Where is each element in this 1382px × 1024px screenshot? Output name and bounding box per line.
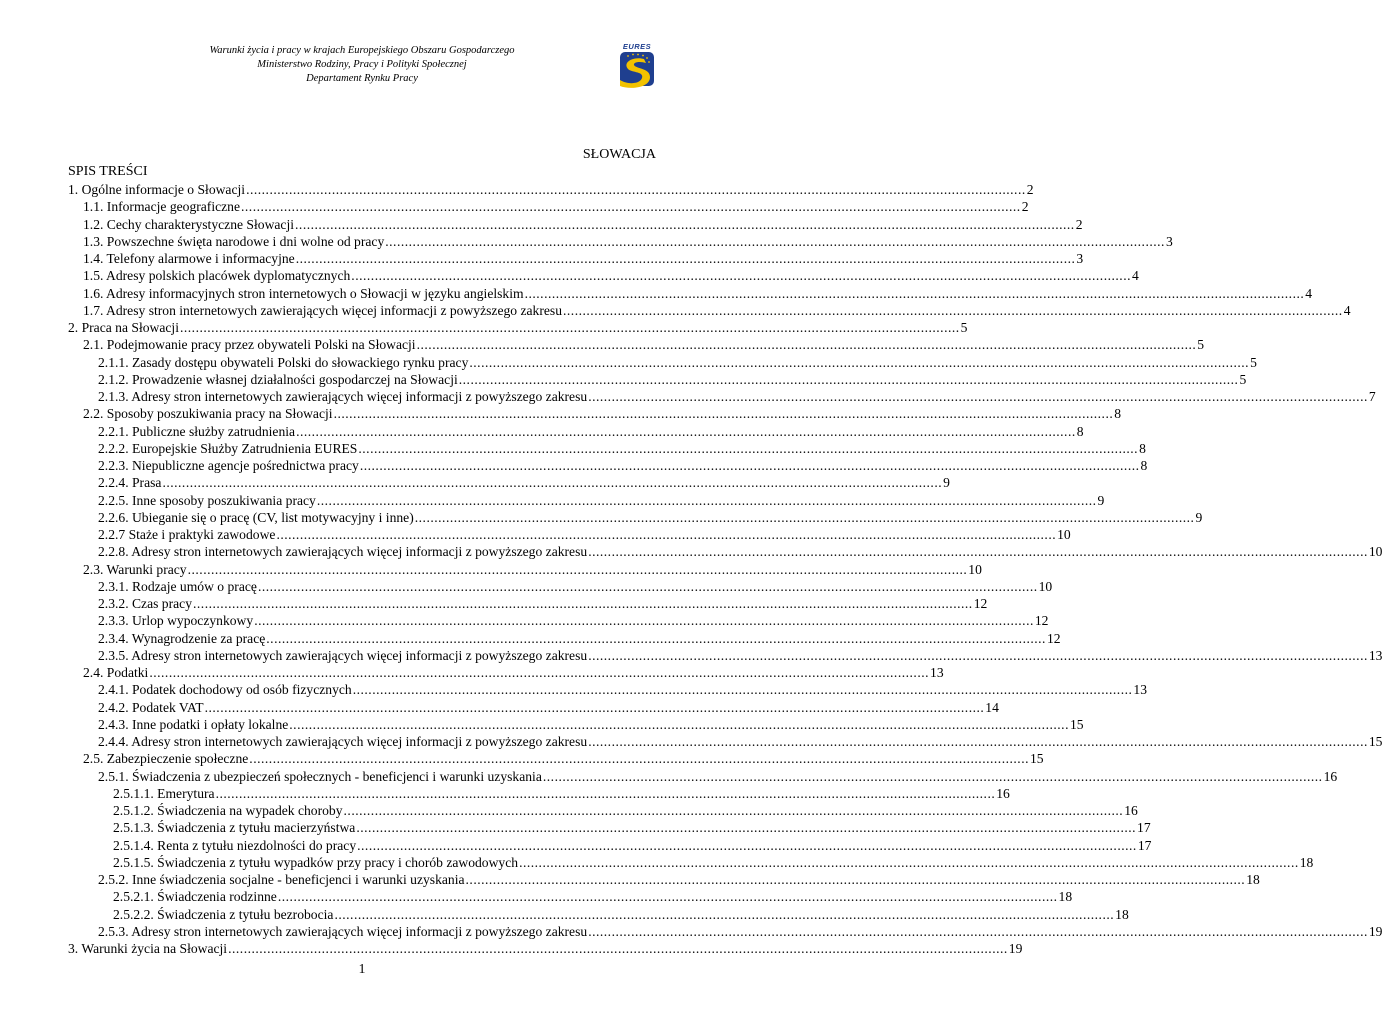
toc-entry[interactable] (68, 819, 1151, 836)
toc-leader-dots: ........................................................................................................................................................................................................ (358, 440, 1139, 456)
toc-leader-dots: ........................................................................................................................................................................................................ (469, 354, 1250, 370)
toc-leader-dots: ........................................................................................................................................................................................................ (276, 527, 1057, 542)
toc-leader-dots: ........................................................................................................................................................................................................ (385, 233, 1165, 249)
toc-leader-dots: ........................................................................................................................................................................................................ (228, 941, 1008, 956)
toc-leader-dots: ........................................................................................................................................................................................................ (334, 906, 1115, 922)
toc-entry-page: 2 (1021, 199, 1029, 215)
toc-entry-label: 2.5.1.5. Świadczenia z tytułu wypadków przy pracy i chorób zawodowych (113, 854, 519, 870)
toc-entry-page: 18 (1058, 889, 1073, 905)
toc-leader-dots: ........................................................................................................................................................................................................ (295, 251, 1076, 266)
toc-entry-page: 19 (1008, 941, 1023, 956)
toc-entry-page: 8 (1076, 423, 1084, 439)
toc-leader-dots: ........................................................................................................................................................................................................ (356, 820, 1137, 836)
toc-entry-label: 2.5.2.2. Świadczenia z tytułu bezrobocia (113, 906, 334, 922)
toc-entry-page: 4 (1305, 285, 1313, 301)
toc-entry-label: 2.5.1.3. Świadczenia z tytułu macierzyństwa (113, 820, 356, 836)
toc-entry[interactable] (68, 664, 944, 681)
toc-leader-dots: ........................................................................................................................................................................................................ (266, 630, 1046, 646)
toc-entry-page: 2 (1075, 216, 1083, 232)
toc-entry-page: 5 (1197, 337, 1205, 353)
toc-leader-dots: ........................................................................................................................................................................................................ (359, 458, 1140, 473)
toc-entry-page: 17 (1137, 837, 1152, 853)
toc-entry-page: 10 (1057, 527, 1071, 542)
toc-entry[interactable] (68, 854, 1314, 871)
toc-entry[interactable] (68, 888, 1073, 905)
toc-entry-label: 3. Warunki życia na Słowacji (68, 941, 228, 956)
toc-entry[interactable] (68, 181, 1034, 198)
toc-entry-label: 1. Ogólne informacje o Słowacji (68, 182, 246, 197)
toc-entry[interactable] (68, 716, 1084, 733)
toc-entry-label: 2.5.2. Inne świadczenia socjalne - beneficjenci i warunki uzyskania (98, 872, 465, 887)
toc-leader-dots: ........................................................................................................................................................................................................ (563, 302, 1343, 318)
header-line-2: Ministerstwo Rodziny, Pracy i Polityki Społecznej (257, 59, 467, 70)
toc-entry[interactable] (68, 785, 1010, 802)
toc-leader-dots: ........................................................................................................................................................................................................ (465, 872, 1246, 887)
toc-entry[interactable] (68, 750, 1044, 767)
toc-entry[interactable] (68, 336, 1205, 353)
toc-entry-label: 2.1.1. Zasady dostępu obywateli Polski do słowackiego rynku pracy (98, 354, 469, 370)
toc-entry-label: 2.2.4. Prasa (98, 475, 162, 491)
toc-entry-page: 5 (1250, 354, 1257, 370)
toc-leader-dots: ........................................................................................................................................................................................................ (149, 665, 930, 680)
toc-entry[interactable] (68, 509, 1203, 526)
toc-entry-label: 2.2.1. Publiczne służby zatrudnienia (98, 423, 296, 439)
toc-entry-page: 9 (1097, 492, 1105, 508)
toc-entry-page: 10 (1038, 578, 1053, 594)
toc-entry-page: 18 (1246, 872, 1260, 887)
toc-entry[interactable] (68, 699, 999, 716)
toc-entry-page: 15 (1368, 734, 1382, 749)
toc-entry-page: 14 (985, 699, 999, 715)
toc-entry-page: 12 (973, 596, 988, 611)
toc-entry[interactable] (68, 440, 1146, 457)
toc-entry-label: 2.4.1. Podatek dochodowy od osób fizycznych (98, 682, 352, 698)
toc-entry-page: 3 (1165, 233, 1173, 249)
toc-entry-page: 16 (1124, 803, 1138, 818)
toc-entry[interactable] (68, 319, 968, 336)
toc-entry[interactable] (68, 768, 1338, 785)
toc-leader-dots: ........................................................................................................................................................................................................ (333, 406, 1114, 422)
toc-leader-dots: ........................................................................................................................................................................................................ (249, 751, 1029, 767)
toc-entry-label: 2.5.1.4. Renta z tytułu niezdolności do pracy (113, 837, 357, 853)
toc-leader-dots: ........................................................................................................................................................................................................ (162, 475, 943, 491)
toc-entry[interactable] (68, 543, 1382, 560)
toc-entry-page: 17 (1137, 820, 1151, 836)
toc-leader-dots: ........................................................................................................................................................................................................ (316, 492, 1097, 508)
toc-entry-label: 2.3.2. Czas pracy (98, 596, 192, 611)
toc-entry-page: 12 (1046, 630, 1061, 646)
toc-entry-page: 16 (996, 785, 1010, 801)
toc-entry-label: 2. Praca na Słowacji (68, 320, 179, 335)
toc-entry-page: 9 (1195, 509, 1203, 525)
toc-entry[interactable] (68, 733, 1382, 750)
toc-entry[interactable] (68, 474, 950, 491)
table-of-contents (68, 181, 1382, 957)
toc-entry-label: 2.2. Sposoby poszukiwania pracy na Słowacji (83, 406, 333, 422)
eures-logo-text: EURES (622, 42, 652, 51)
toc-entry-page: 7 (1368, 389, 1376, 404)
toc-entry-label: 2.1.2. Prowadzenie własnej działalności gospodarczej na Słowacji (98, 371, 458, 387)
toc-entry-page: 18 (1299, 854, 1314, 870)
toc-leader-dots: ........................................................................................................................................................................................................ (352, 682, 1133, 698)
toc-entry-label: 2.5.2.1. Świadczenia rodzinne (113, 889, 277, 905)
toc-entry-page: 18 (1115, 906, 1129, 922)
toc-entry-page: 13 (1368, 647, 1382, 663)
toc-entry-label: 2.4.2. Podatek VAT (98, 699, 204, 715)
toc-leader-dots: ........................................................................................................................................................................................................ (215, 785, 996, 801)
toc-entry-label: 1.4. Telefony alarmowe i informacyjne (83, 251, 295, 266)
toc-entry-label: 2.2.5. Inne sposoby poszukiwania pracy (98, 492, 316, 508)
toc-entry-page: 12 (1034, 613, 1049, 629)
toc-entry-label: 1.2. Cechy charakterystyczne Słowacji (83, 216, 295, 232)
toc-entry[interactable] (68, 630, 1061, 647)
toc-leader-dots: ........................................................................................................................................................................................................ (458, 371, 1239, 387)
toc-entry-page: 13 (1133, 682, 1147, 698)
toc-entry-label: 2.3.1. Rodzaje umów o pracę (98, 578, 257, 594)
toc-leader-dots: ........................................................................................................................................................................................................ (343, 803, 1124, 818)
toc-entry-page: 9 (943, 475, 950, 491)
toc-entry-page: 2 (1026, 182, 1034, 197)
toc-entry[interactable] (68, 216, 1083, 233)
toc-entry[interactable] (68, 595, 988, 612)
toc-entry-page: 8 (1114, 406, 1122, 422)
toc-entry-label: 2.5.1. Świadczenia z ubezpieczeń społecznych - beneficjenci i warunki uzyskania (98, 768, 542, 784)
toc-entry-page: 4 (1131, 268, 1139, 284)
toc-entry[interactable] (68, 906, 1129, 923)
toc-entry-page: 3 (1076, 251, 1084, 266)
page-number: 1 (358, 962, 366, 977)
eures-logo (614, 42, 660, 90)
toc-entry[interactable] (68, 612, 1049, 629)
toc-entry-page: 15 (1069, 716, 1084, 732)
toc-leader-dots: ........................................................................................................................................................................................................ (542, 768, 1323, 784)
toc-entry[interactable] (68, 354, 1257, 371)
toc-entry[interactable] (68, 681, 1147, 698)
toc-leader-dots: ........................................................................................................................................................................................................ (588, 647, 1368, 663)
toc-entry-label: 2.4. Podatki (83, 665, 149, 680)
toc-leader-dots: ........................................................................................................................................................................................................ (193, 596, 973, 611)
toc-leader-dots: ........................................................................................................................................................................................................ (414, 509, 1195, 525)
toc-entry-page: 5 (1239, 371, 1247, 387)
toc-entry-label: 1.1. Informacje geograficzne (83, 199, 240, 215)
toc-entry-label: 2.3.3. Urlop wypoczynkowy (98, 613, 254, 629)
toc-entry-page: 16 (1323, 768, 1338, 784)
toc-entry[interactable] (68, 457, 1148, 474)
toc-entry-label: 2.4.3. Inne podatki i opłaty lokalne (98, 716, 289, 732)
toc-entry[interactable] (68, 492, 1105, 509)
toc-entry-label: 2.5.3. Adresy stron internetowych zawierających więcej informacji z powyższego zakresu (98, 923, 588, 939)
toc-leader-dots: ........................................................................................................................................................................................................ (277, 889, 1058, 905)
toc-leader-dots: ........................................................................................................................................................................................................ (204, 699, 985, 715)
header-line-1: Warunki życia i pracy w krajach Europejskiego Obszaru Gospodarczego (209, 45, 515, 56)
toc-entry[interactable] (68, 423, 1084, 440)
toc-entry-page: 10 (1368, 544, 1382, 560)
toc-entry[interactable] (68, 285, 1313, 302)
toc-entry[interactable] (68, 233, 1173, 250)
toc-entry[interactable] (68, 871, 1260, 888)
toc-entry-label: 2.1. Podejmowanie pracy przez obywateli Polski na Słowacji (83, 337, 416, 353)
toc-entry-label: 2.2.2. Europejskie Służby Zatrudnienia EURES (98, 440, 358, 456)
toc-entry[interactable] (68, 578, 1053, 595)
toc-leader-dots: ........................................................................................................................................................................................................ (179, 320, 960, 335)
toc-leader-dots: ........................................................................................................................................................................................................ (588, 389, 1368, 404)
toc-entry-label: 1.5. Adresy polskich placówek dyplomatycznych (83, 268, 351, 284)
toc-leader-dots: ........................................................................................................................................................................................................ (296, 423, 1076, 439)
toc-entry-page: 5 (960, 320, 968, 335)
toc-entry-label: 1.3. Powszechne święta narodowe i dni wolne od pracy (83, 233, 385, 249)
toc-leader-dots: ........................................................................................................................................................................................................ (246, 182, 1026, 197)
toc-entry-page: 10 (968, 561, 982, 577)
toc-leader-dots: ........................................................................................................................................................................................................ (187, 561, 968, 577)
toc-entry-page: 13 (930, 665, 944, 680)
toc-entry[interactable] (68, 302, 1351, 319)
header-line-3: Departament Rynku Pracy (306, 73, 418, 84)
toc-entry[interactable] (68, 837, 1152, 854)
toc-leader-dots: ........................................................................................................................................................................................................ (357, 837, 1137, 853)
toc-entry-label: 2.5.1.1. Emerytura (113, 785, 215, 801)
toc-leader-dots: ........................................................................................................................................................................................................ (588, 734, 1368, 749)
toc-entry-label: 2.2.6. Ubieganie się o pracę (CV, list motywacyjny i inne) (98, 509, 414, 525)
toc-entry-label: 2.1.3. Adresy stron internetowych zawierających więcej informacji z powyższego zakresu (98, 389, 588, 404)
toc-entry-label: 2.3.5. Adresy stron internetowych zawierających więcej informacji z powyższego zakresu (98, 647, 588, 663)
toc-entry[interactable] (68, 526, 1071, 543)
toc-leader-dots: ........................................................................................................................................................................................................ (588, 544, 1368, 560)
toc-entry[interactable] (68, 405, 1122, 422)
toc-title: SPIS TREŚCI (68, 164, 148, 179)
toc-entry[interactable] (68, 561, 982, 578)
toc-entry[interactable] (68, 802, 1138, 819)
toc-entry-label: 1.7. Adresy stron internetowych zawierających więcej informacji z powyższego zakresu (83, 302, 562, 318)
toc-entry[interactable] (68, 647, 1382, 664)
country-heading: SŁOWACJA (582, 147, 656, 162)
toc-leader-dots: ........................................................................................................................................................................................................ (524, 285, 1305, 301)
toc-entry-page: 19 (1368, 923, 1382, 939)
toc-entry[interactable] (68, 940, 1023, 957)
toc-entry-label: 2.2.7 Staże i praktyki zawodowe (98, 527, 276, 542)
toc-entry-label: 2.4.4. Adresy stron internetowych zawierających więcej informacji z powyższego zakresu (98, 734, 588, 749)
toc-entry-label: 2.5. Zabezpieczenie społeczne (83, 751, 249, 767)
toc-leader-dots: ........................................................................................................................................................................................................ (289, 716, 1069, 732)
toc-entry-label: 2.5.1.2. Świadczenia na wypadek choroby (113, 803, 343, 818)
toc-entry-page: 8 (1140, 458, 1148, 473)
toc-leader-dots: ........................................................................................................................................................................................................ (351, 268, 1131, 284)
toc-entry-label: 1.6. Adresy informacyjnych stron internetowych o Słowacji w języku angielskim (83, 285, 524, 301)
toc-entry[interactable] (68, 923, 1382, 940)
toc-entry[interactable] (68, 198, 1029, 215)
toc-entry-page: 4 (1343, 302, 1351, 318)
toc-entry-label: 2.2.8. Adresy stron internetowych zawierających więcej informacji z powyższego zakresu (98, 544, 588, 560)
toc-entry-label: 2.3. Warunki pracy (83, 561, 187, 577)
toc-entry-label: 2.3.4. Wynagrodzenie za pracę (98, 630, 266, 646)
toc-entry-page: 8 (1139, 440, 1146, 456)
toc-entry[interactable] (68, 267, 1139, 284)
toc-entry[interactable] (68, 250, 1084, 267)
toc-leader-dots: ........................................................................................................................................................................................................ (519, 854, 1299, 870)
toc-entry-page: 15 (1029, 751, 1044, 767)
toc-entry-label: 2.2.3. Niepubliczne agencje pośrednictwa pracy (98, 458, 359, 473)
toc-leader-dots: ........................................................................................................................................................................................................ (295, 216, 1075, 232)
toc-entry[interactable] (68, 371, 1247, 388)
toc-leader-dots: ........................................................................................................................................................................................................ (257, 578, 1038, 594)
toc-leader-dots: ........................................................................................................................................................................................................ (241, 199, 1021, 215)
toc-leader-dots: ........................................................................................................................................................................................................ (254, 613, 1034, 629)
toc-entry[interactable] (68, 388, 1376, 405)
toc-leader-dots: ........................................................................................................................................................................................................ (416, 337, 1197, 353)
toc-leader-dots: ........................................................................................................................................................................................................ (588, 923, 1368, 939)
